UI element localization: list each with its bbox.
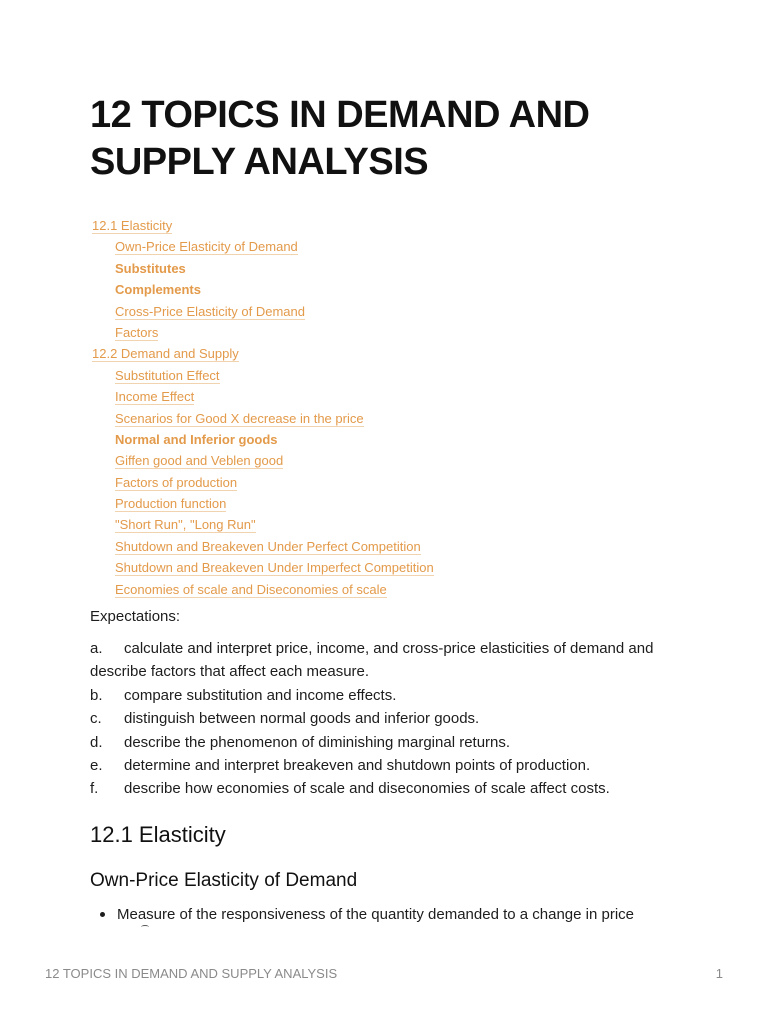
toc-item (92, 236, 434, 257)
page-footer (45, 964, 723, 984)
toc-link[interactable]: 12.1 Elasticity (92, 218, 173, 233)
toc-item (92, 279, 434, 300)
toc-link[interactable]: Substitutes (115, 260, 186, 276)
toc-item (92, 365, 434, 386)
expectation-text: describe how economies of scale and diseconomies of scale affect costs. (124, 780, 610, 798)
expectation-item (90, 777, 690, 800)
expectation-text: calculate and interpret price, income, and cross-price elasticities of demand and describe factors that affect each measure. (90, 640, 654, 681)
footer-page-number: 1 (715, 966, 723, 981)
toc-link[interactable]: Cross-Price Elasticity of Demand (115, 303, 305, 319)
toc-link[interactable]: Giffen good and Veblen good (115, 453, 284, 469)
expectation-item (90, 637, 690, 684)
toc-item (92, 493, 434, 514)
bullet-dot-icon (100, 912, 105, 917)
footer-running-title: 12 TOPICS IN DEMAND AND SUPPLY ANALYSIS (45, 966, 338, 981)
expectation-letter: d. (90, 733, 103, 751)
expectations-label: Expectations: (90, 608, 181, 625)
toc-link[interactable]: "Short Run", "Long Run" (115, 517, 256, 533)
document-page (90, 0, 690, 1024)
expectation-item (90, 707, 690, 730)
toc-item (92, 557, 434, 578)
table-of-contents (92, 215, 434, 600)
toc-link[interactable]: Factors of production (115, 474, 238, 490)
expectation-letter: e. (90, 757, 103, 775)
section-heading: 12.1 Elasticity (90, 822, 226, 847)
toc-item (92, 472, 434, 493)
toc-item (92, 450, 434, 471)
expectation-item (90, 684, 690, 707)
toc-link[interactable]: Income Effect (115, 389, 195, 405)
toc-item (92, 429, 434, 450)
toc-item (92, 343, 434, 364)
expectation-text: determine and interpret breakeven and shutdown points of production. (124, 757, 591, 775)
toc-item (92, 258, 434, 279)
bullet-item (90, 903, 690, 926)
expectation-text: compare substitution and income effects. (124, 686, 397, 704)
toc-item (92, 386, 434, 407)
toc-item (92, 301, 434, 322)
page-cutoff (0, 926, 768, 956)
toc-link[interactable]: Factors (115, 324, 159, 340)
expectation-letter: f. (90, 780, 99, 798)
expectation-text: describe the phenomenon of diminishing marginal returns. (124, 733, 511, 751)
bullet-list (90, 903, 690, 926)
toc-link[interactable]: Normal and Inferior goods (115, 431, 278, 447)
truncated-glyph (141, 925, 149, 929)
toc-link[interactable]: Production function (115, 496, 227, 512)
toc-link[interactable]: Shutdown and Breakeven Under Imperfect Competition (115, 560, 434, 576)
subsection-heading: Own-Price Elasticity of Demand (90, 870, 358, 891)
toc-link[interactable]: 12.2 Demand and Supply (92, 346, 239, 362)
toc-item (92, 322, 434, 343)
toc-link[interactable]: Substitution Effect (115, 367, 220, 383)
expectation-item (90, 754, 690, 777)
bullet-text: Measure of the responsiveness of the quantity demanded to a change in price (117, 906, 634, 923)
toc-item (92, 579, 434, 600)
toc-link[interactable]: Economies of scale and Diseconomies of scale (115, 581, 387, 597)
expectation-letter: b. (90, 686, 103, 704)
toc-item (92, 215, 434, 236)
toc-link[interactable]: Scenarios for Good X decrease in the price (115, 410, 364, 426)
toc-link[interactable]: Shutdown and Breakeven Under Perfect Competition (115, 538, 421, 554)
toc-item (92, 536, 434, 557)
expectation-letter: c. (90, 710, 102, 728)
toc-link[interactable]: Own-Price Elasticity of Demand (115, 239, 298, 255)
toc-link[interactable]: Complements (115, 282, 201, 298)
toc-item (92, 408, 434, 429)
expectations-list (90, 637, 690, 801)
expectation-letter: a. (90, 640, 103, 657)
expectation-item (90, 731, 690, 754)
toc-item (92, 514, 434, 535)
document-title: 12 TOPICS IN DEMAND AND SUPPLY ANALYSIS (90, 94, 590, 183)
expectation-text: distinguish between normal goods and inferior goods. (124, 710, 480, 728)
